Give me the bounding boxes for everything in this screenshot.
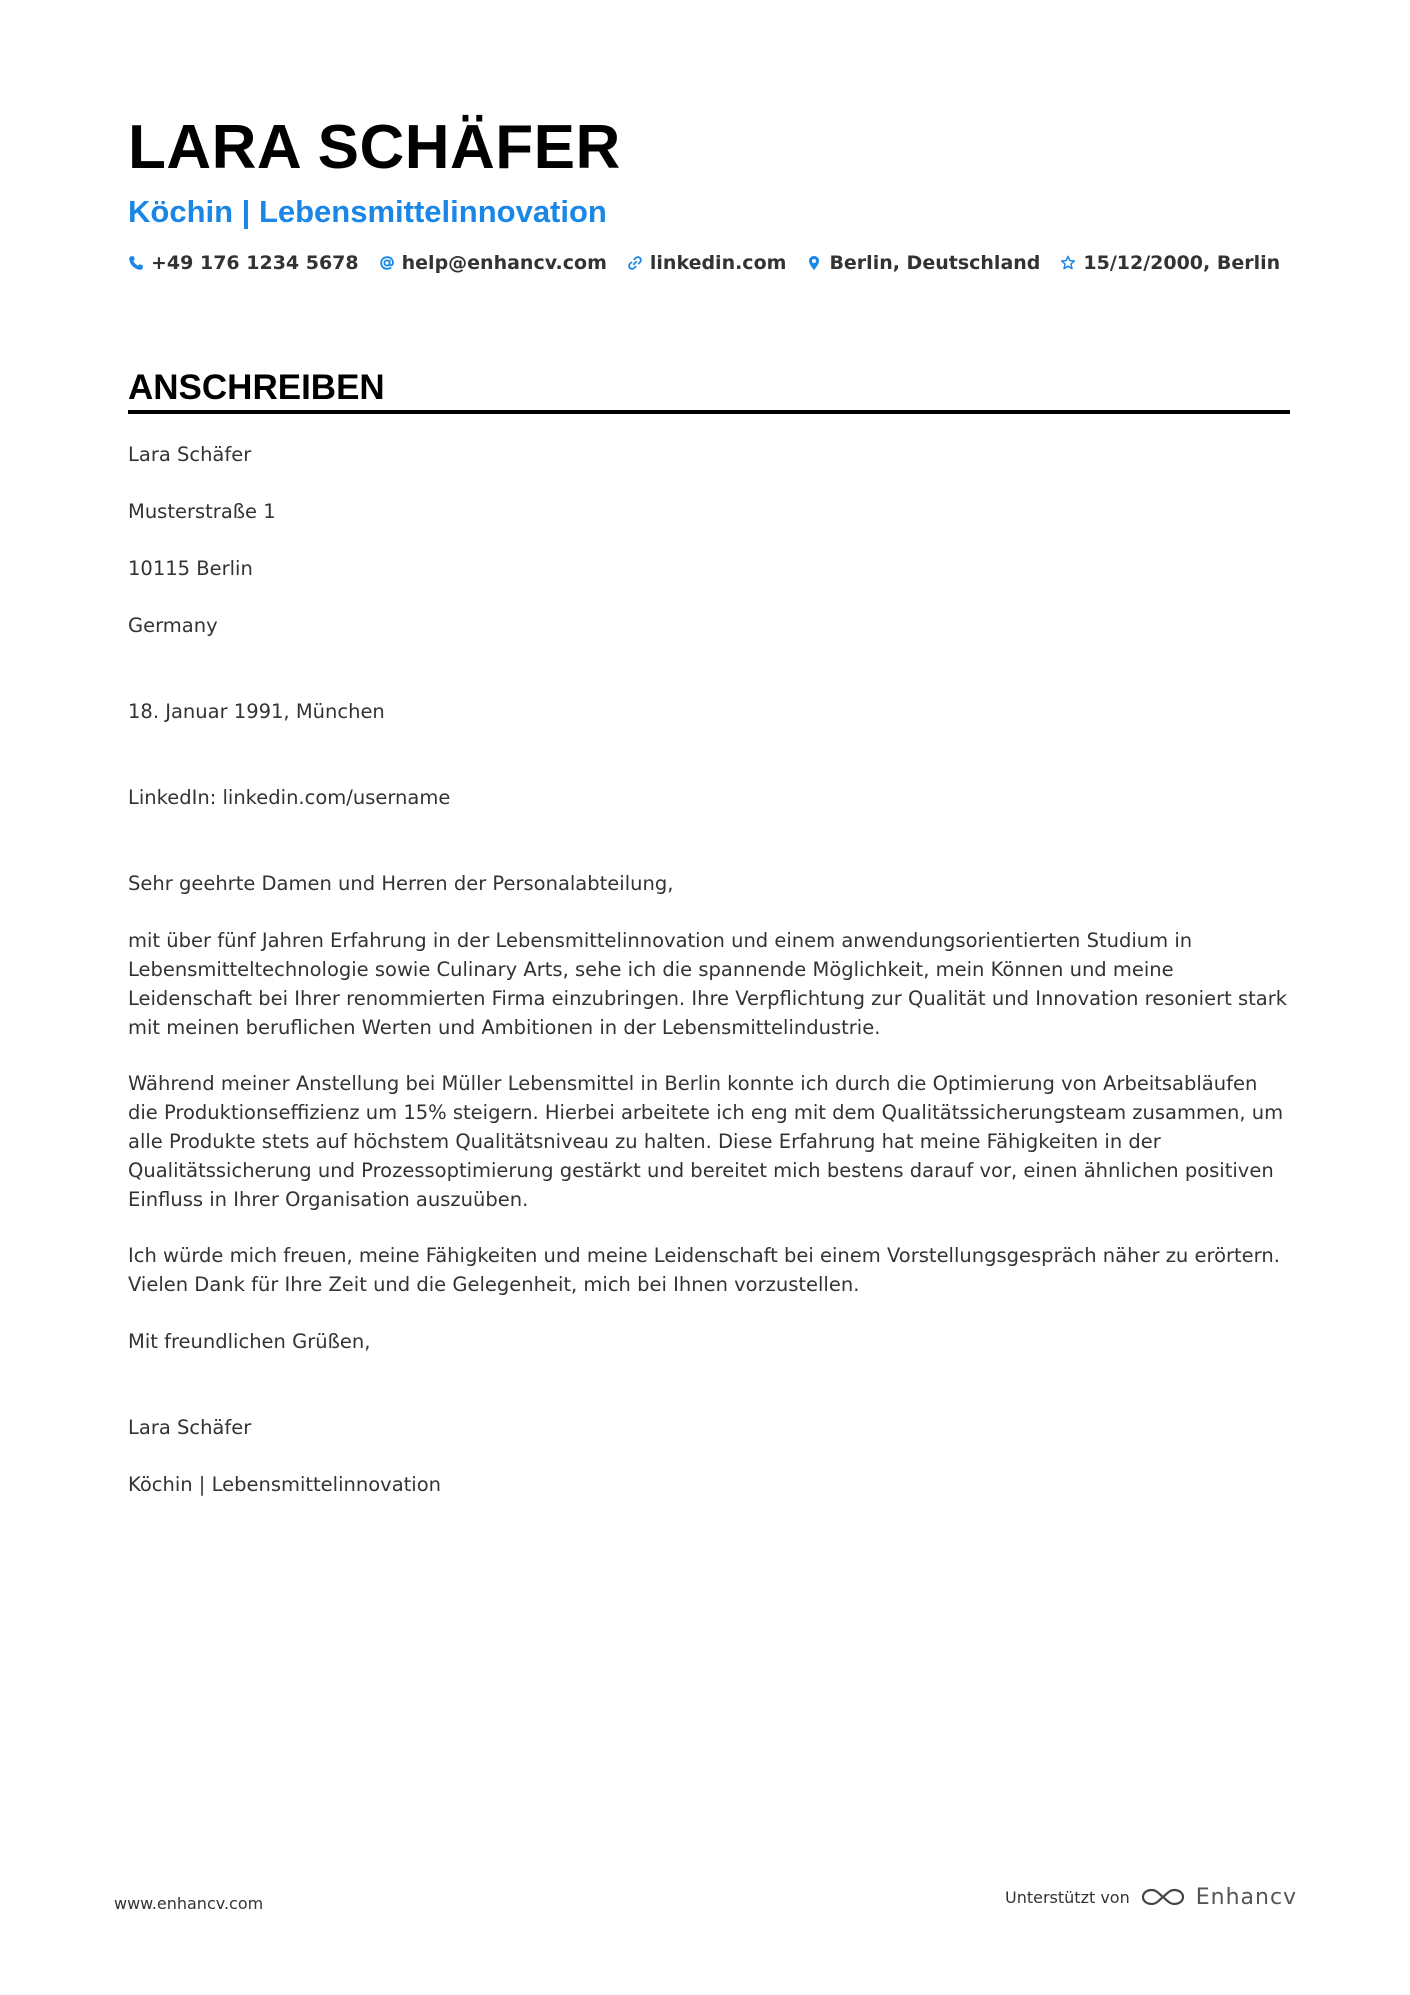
contact-linkedin-text: linkedin.com <box>649 252 787 274</box>
section-title: ANSCHREIBEN <box>128 368 385 407</box>
contact-phone <box>128 252 359 274</box>
signature-title: Köchin | Lebensmittelinnovation <box>128 1473 442 1496</box>
contact-phone-text: +49 176 1234 5678 <box>151 252 359 274</box>
letter-date-place: 18. Januar 1991, München <box>128 700 385 723</box>
sender-street: Musterstraße 1 <box>128 500 276 523</box>
link-icon <box>627 255 643 271</box>
enhancv-logo-icon <box>1140 1884 1186 1910</box>
brand-name: Enhancv <box>1195 1884 1298 1910</box>
contact-bar <box>128 252 1280 274</box>
star-icon <box>1060 255 1076 271</box>
letter-paragraph: Während meiner Anstellung bei Müller Lebensmittel in Berlin konnte ich durch die Optimierung von Arbeitsabläufen die Produktionseffizienz um 15% steigern. Hierbei arbeitete ich eng mit dem Qualitätssicherungsteam zusammen, um alle Produkte stets auf höchstem Qualitätsniveau zu halten. Diese Erfahrung hat meine Fähigkeiten in der Qualitätssicherung und Prozessoptimierung gestärkt und bereitet mich bestens darauf vor, einen ähnlichen positiven Einfluss in Ihrer Organisation auszuüben. <box>128 1072 1284 1211</box>
letter-salutation: Sehr geehrte Damen und Herren der Personalabteilung, <box>128 872 674 895</box>
contact-birth <box>1060 252 1280 274</box>
contact-location-text: Berlin, Deutschland <box>829 252 1041 274</box>
section-divider <box>128 410 1290 414</box>
sender-country: Germany <box>128 614 218 637</box>
sender-name: Lara Schäfer <box>128 443 252 466</box>
signature-name: Lara Schäfer <box>128 1416 252 1439</box>
footer-url[interactable]: www.enhancv.com <box>114 1894 264 1913</box>
letter-paragraph: Ich würde mich freuen, meine Fähigkeiten und meine Leidenschaft bei einem Vorstellungsgespräch näher zu erörtern. Vielen Dank für Ihre Zeit und die Gelegenheit, mich bei Ihnen vorzustellen. <box>128 1244 1280 1296</box>
at-icon <box>379 255 395 271</box>
letter-paragraph: mit über fünf Jahren Erfahrung in der Lebensmittelinnovation und einem anwendungsorientierten Studium in Lebensmitteltechnologie sowie Culinary Arts, sehe ich die spannende Möglichkeit, mein Können und meine Leidenschaft bei Ihrer renommierten Firma einzubringen. Ihre Verpflichtung zur Qualität und Innovation resoniert stark mit meinen beruflichen Werten und Ambitionen in der Lebensmittelindustrie. <box>128 929 1288 1039</box>
powered-by-text: Unterstützt von <box>1005 1887 1130 1907</box>
footer-brand <box>1005 1884 1297 1910</box>
letter-linkedin: LinkedIn: linkedin.com/username <box>128 786 451 809</box>
contact-email <box>379 252 607 274</box>
phone-icon <box>128 255 144 271</box>
contact-location <box>806 252 1040 274</box>
applicant-name: LARA SCHÄFER <box>128 113 621 182</box>
letter-closing: Mit freundlichen Grüßen, <box>128 1330 371 1353</box>
location-pin-icon <box>806 255 822 271</box>
contact-linkedin <box>627 252 787 274</box>
contact-birth-text: 15/12/2000, Berlin <box>1083 252 1281 274</box>
contact-email-text: help@enhancv.com <box>401 252 607 274</box>
applicant-title: Köchin | Lebensmittelinnovation <box>128 194 607 229</box>
sender-city: 10115 Berlin <box>128 557 253 580</box>
